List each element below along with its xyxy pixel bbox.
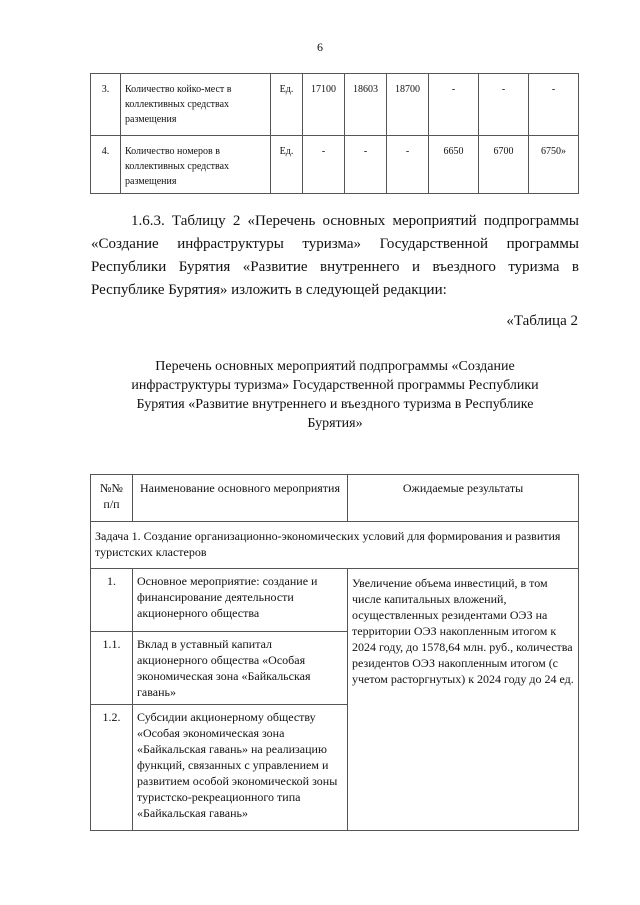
value-cell: -: [387, 136, 429, 194]
measure-name: Вклад в уставный капитал акционерного общества «Особая экономическая зона «Байкальская гавань»: [133, 632, 348, 705]
table-row: [91, 569, 579, 632]
value-cell: 17100: [303, 74, 345, 136]
value-cell: 6700: [479, 136, 529, 194]
indicator-name: Количество номеров в коллективных средствах размещения: [121, 136, 271, 194]
indicators-table-continuation: [90, 73, 579, 194]
amendment-paragraph: 1.6.3. Таблицу 2 «Перечень основных мероприятий подпрограммы «Создание инфраструктуры туризма» Государственной программы Республики Бурятия «Развитие внутреннего и въездного туризма в Республике Бурятия» изложить в следующей редакции:: [91, 213, 579, 298]
value-cell: 18603: [345, 74, 387, 136]
row-number: 4.: [91, 136, 121, 194]
value-cell: 18700: [387, 74, 429, 136]
header-expected-results: Ожидаемые результаты: [348, 475, 579, 522]
measures-table: [90, 474, 579, 831]
table-header-row: [91, 475, 579, 522]
unit-cell: Ед.: [271, 74, 303, 136]
header-number: №№ п/п: [91, 475, 133, 522]
value-cell: -: [345, 136, 387, 194]
measure-name: Основное мероприятие: создание и финансирование деятельности акционерного общества: [133, 569, 348, 632]
row-number: 1.: [91, 569, 133, 632]
measure-name: Субсидии акционерному обществу «Особая экономическая зона «Байкальская гавань» на реализацию функций, связанных с управлением и развитием особой экономической зоны туристско-рекреационного типа «Байкальская гавань»: [133, 705, 348, 831]
value-cell: -: [479, 74, 529, 136]
page-number: 6: [317, 40, 323, 54]
row-number: 1.2.: [91, 705, 133, 831]
table-row: [91, 136, 579, 194]
table-row: [91, 74, 579, 136]
row-number: 3.: [91, 74, 121, 136]
unit-cell: Ед.: [271, 136, 303, 194]
value-cell: 6750»: [529, 136, 579, 194]
task-row: [91, 522, 579, 569]
value-cell: -: [303, 136, 345, 194]
task-cell: Задача 1. Создание организационно-экономических условий для формирования и развития туристских кластеров: [91, 522, 579, 569]
row-number: 1.1.: [91, 632, 133, 705]
table-label: «Таблица 2: [506, 313, 578, 329]
expected-results-cell: Увеличение объема инвестиций, в том числе капитальных вложений, осуществленных резидентами ОЭЗ на территории ОЭЗ накопленным итогом к 2024 году, до 1578,64 млн. руб., количества резидентов ОЭЗ накопленным итогом (с учетом расторгнутых) к 2024 году до 24 ед.: [348, 569, 579, 831]
indicator-name: Количество койко-мест в коллективных средствах размещения: [121, 74, 271, 136]
value-cell: 6650: [429, 136, 479, 194]
value-cell: -: [429, 74, 479, 136]
header-measure-name: Наименование основного мероприятия: [133, 475, 348, 522]
value-cell: -: [529, 74, 579, 136]
table-title: Перечень основных мероприятий подпрограммы «Создание инфраструктуры туризма» Государственной программы Республики Бурятия «Развитие внутреннего и въездного туризма в Республике Бурятия»: [131, 359, 539, 431]
